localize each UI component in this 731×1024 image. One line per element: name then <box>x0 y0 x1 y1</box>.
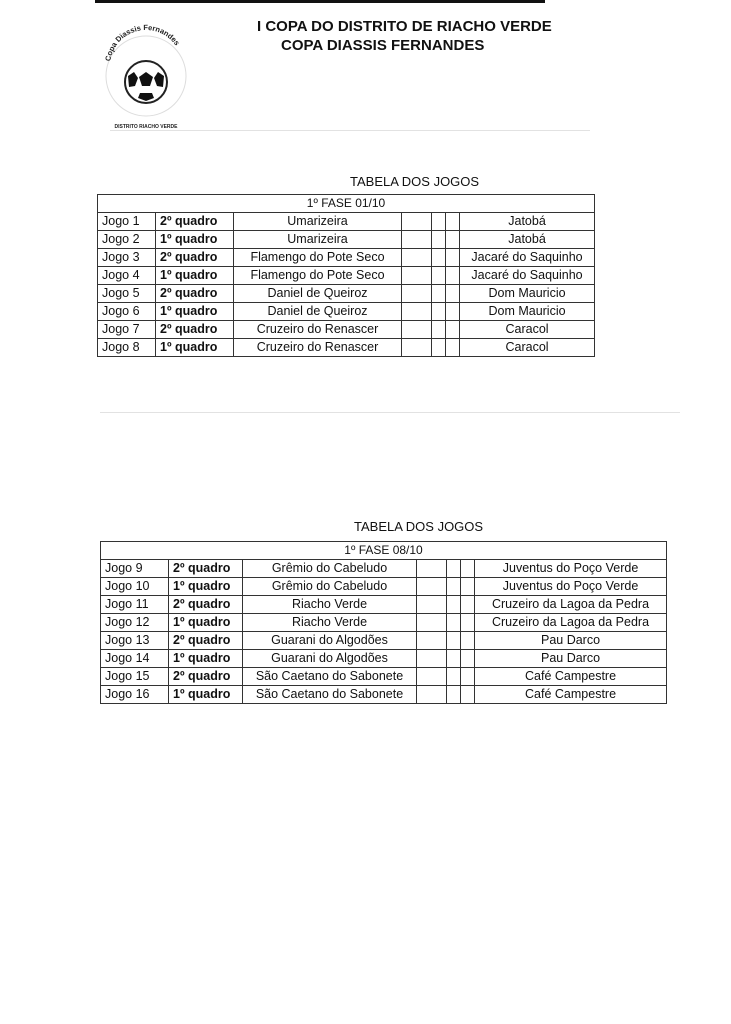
game-cell: Jogo 16 <box>101 686 169 704</box>
score-cell <box>461 560 475 578</box>
home-team-cell: Cruzeiro do Renascer <box>234 321 402 339</box>
table-row <box>98 303 595 321</box>
score-cell <box>402 339 432 357</box>
game-cell: Jogo 7 <box>98 321 156 339</box>
score-cell <box>402 249 432 267</box>
score-cell <box>446 339 460 357</box>
score-cell <box>447 650 461 668</box>
phase-label: 1º FASE 08/10 <box>101 542 667 560</box>
table-row <box>98 213 595 231</box>
home-team-cell: Riacho Verde <box>243 596 417 614</box>
squad-cell: 1º quadro <box>169 650 243 668</box>
squad-cell: 2º quadro <box>156 321 234 339</box>
away-team-cell: Caracol <box>460 321 595 339</box>
squad-cell: 2º quadro <box>156 285 234 303</box>
score-cell <box>447 596 461 614</box>
score-cell <box>432 321 446 339</box>
table-row <box>101 668 667 686</box>
away-team-cell: Café Campestre <box>475 686 667 704</box>
score-cell <box>432 339 446 357</box>
table-row <box>98 249 595 267</box>
score-cell <box>432 285 446 303</box>
squad-cell: 1º quadro <box>156 231 234 249</box>
score-cell <box>402 267 432 285</box>
game-cell: Jogo 15 <box>101 668 169 686</box>
squad-cell: 1º quadro <box>169 686 243 704</box>
score-cell <box>417 614 447 632</box>
game-cell: Jogo 8 <box>98 339 156 357</box>
game-cell: Jogo 2 <box>98 231 156 249</box>
home-team-cell: Umarizeira <box>234 213 402 231</box>
table-row <box>98 285 595 303</box>
score-cell <box>446 303 460 321</box>
table-row <box>101 578 667 596</box>
score-cell <box>402 303 432 321</box>
score-cell <box>446 249 460 267</box>
score-cell <box>461 650 475 668</box>
squad-cell: 1º quadro <box>169 614 243 632</box>
score-cell <box>447 560 461 578</box>
games-table <box>97 194 595 357</box>
home-team-cell: Daniel de Queiroz <box>234 285 402 303</box>
away-team-cell: Jatobá <box>460 231 595 249</box>
score-cell <box>432 213 446 231</box>
logo-arc-text: Copa Diassis Fernandes <box>103 22 182 62</box>
game-cell: Jogo 11 <box>101 596 169 614</box>
table-row <box>101 614 667 632</box>
table-row <box>101 560 667 578</box>
score-cell <box>461 596 475 614</box>
top-border-line <box>95 0 545 3</box>
score-cell <box>461 632 475 650</box>
home-team-cell: Flamengo do Pote Seco <box>234 249 402 267</box>
score-cell <box>446 267 460 285</box>
table-row <box>98 321 595 339</box>
squad-cell: 1º quadro <box>156 339 234 357</box>
score-cell <box>417 578 447 596</box>
squad-cell: 2º quadro <box>169 560 243 578</box>
score-cell <box>402 285 432 303</box>
divider-line <box>100 412 680 413</box>
score-cell <box>417 596 447 614</box>
squad-cell: 1º quadro <box>169 578 243 596</box>
score-cell <box>446 213 460 231</box>
svg-text:Copa Diassis Fernandes <box>103 23 181 62</box>
away-team-cell: Dom Mauricio <box>460 303 595 321</box>
phase-label: 1º FASE 01/10 <box>98 195 595 213</box>
table-row <box>101 632 667 650</box>
table-heading: TABELA DOS JOGOS <box>350 174 480 189</box>
home-team-cell: São Caetano do Sabonete <box>243 668 417 686</box>
table-row <box>98 231 595 249</box>
home-team-cell: Guarani do Algodões <box>243 632 417 650</box>
squad-cell: 2º quadro <box>169 596 243 614</box>
score-cell <box>461 686 475 704</box>
game-cell: Jogo 9 <box>101 560 169 578</box>
score-cell <box>447 668 461 686</box>
score-cell <box>417 560 447 578</box>
score-cell <box>461 668 475 686</box>
page-subtitle: COPA DIASSIS FERNANDES <box>281 37 485 54</box>
home-team-cell: Grêmio do Cabeludo <box>243 560 417 578</box>
score-cell <box>432 267 446 285</box>
squad-cell: 2º quadro <box>169 668 243 686</box>
home-team-cell: Umarizeira <box>234 231 402 249</box>
score-cell <box>447 686 461 704</box>
score-cell <box>402 231 432 249</box>
page-title: I COPA DO DISTRITO DE RIACHO VERDE <box>257 18 552 35</box>
game-cell: Jogo 5 <box>98 285 156 303</box>
away-team-cell: Juventus do Poço Verde <box>475 578 667 596</box>
table-heading: TABELA DOS JOGOS <box>354 519 484 534</box>
game-cell: Jogo 10 <box>101 578 169 596</box>
score-cell <box>432 231 446 249</box>
table-row <box>98 267 595 285</box>
home-team-cell: Riacho Verde <box>243 614 417 632</box>
table-row <box>101 596 667 614</box>
home-team-cell: Daniel de Queiroz <box>234 303 402 321</box>
score-cell <box>461 614 475 632</box>
score-cell <box>447 632 461 650</box>
home-team-cell: Grêmio do Cabeludo <box>243 578 417 596</box>
score-cell <box>432 249 446 267</box>
score-cell <box>417 632 447 650</box>
score-cell <box>447 578 461 596</box>
game-cell: Jogo 6 <box>98 303 156 321</box>
copa-logo <box>98 14 192 134</box>
away-team-cell: Café Campestre <box>475 668 667 686</box>
table-row <box>101 686 667 704</box>
divider-line <box>110 130 590 131</box>
home-team-cell: Guarani do Algodões <box>243 650 417 668</box>
away-team-cell: Juventus do Poço Verde <box>475 560 667 578</box>
away-team-cell: Jacaré do Saquinho <box>460 249 595 267</box>
home-team-cell: Flamengo do Pote Seco <box>234 267 402 285</box>
squad-cell: 1º quadro <box>156 267 234 285</box>
squad-cell: 2º quadro <box>156 249 234 267</box>
score-cell <box>417 686 447 704</box>
score-cell <box>432 303 446 321</box>
away-team-cell: Caracol <box>460 339 595 357</box>
game-cell: Jogo 14 <box>101 650 169 668</box>
away-team-cell: Cruzeiro da Lagoa da Pedra <box>475 596 667 614</box>
game-cell: Jogo 3 <box>98 249 156 267</box>
game-cell: Jogo 4 <box>98 267 156 285</box>
score-cell <box>417 668 447 686</box>
score-cell <box>461 578 475 596</box>
home-team-cell: Cruzeiro do Renascer <box>234 339 402 357</box>
squad-cell: 2º quadro <box>169 632 243 650</box>
table-row <box>101 650 667 668</box>
table-row <box>98 339 595 357</box>
game-cell: Jogo 1 <box>98 213 156 231</box>
away-team-cell: Jatobá <box>460 213 595 231</box>
score-cell <box>417 650 447 668</box>
score-cell <box>446 321 460 339</box>
score-cell <box>447 614 461 632</box>
home-team-cell: São Caetano do Sabonete <box>243 686 417 704</box>
away-team-cell: Pau Darco <box>475 632 667 650</box>
away-team-cell: Pau Darco <box>475 650 667 668</box>
logo-caption: DISTRITO RIACHO VERDE <box>114 124 178 130</box>
away-team-cell: Dom Mauricio <box>460 285 595 303</box>
score-cell <box>446 231 460 249</box>
away-team-cell: Jacaré do Saquinho <box>460 267 595 285</box>
squad-cell: 2º quadro <box>156 213 234 231</box>
game-cell: Jogo 13 <box>101 632 169 650</box>
score-cell <box>446 285 460 303</box>
games-table <box>100 541 667 704</box>
game-cell: Jogo 12 <box>101 614 169 632</box>
score-cell <box>402 321 432 339</box>
score-cell <box>402 213 432 231</box>
away-team-cell: Cruzeiro da Lagoa da Pedra <box>475 614 667 632</box>
squad-cell: 1º quadro <box>156 303 234 321</box>
